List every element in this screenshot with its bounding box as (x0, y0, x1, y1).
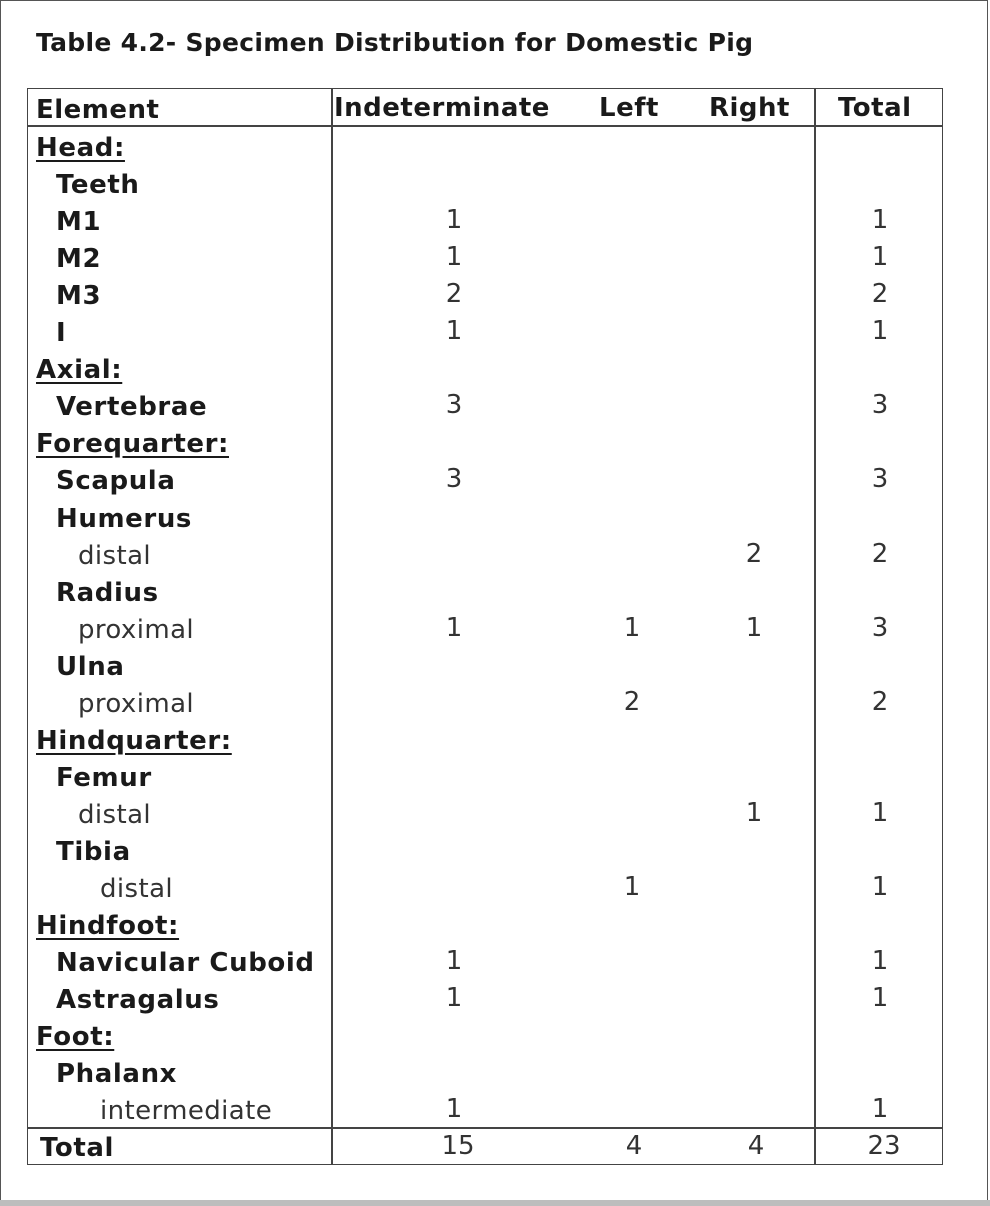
cell-indeterminate: 3 (445, 390, 463, 421)
cell-indeterminate: 1 (445, 316, 463, 347)
total-row-label: Total (40, 1133, 115, 1163)
header-divider (28, 125, 942, 127)
element-label: Astragalus (56, 985, 220, 1016)
element-label: distal (100, 874, 174, 904)
cell-total: 1 (871, 872, 889, 902)
total-right: 4 (747, 1131, 765, 1161)
cell-indeterminate: 1 (445, 612, 463, 643)
column-divider-total (814, 89, 816, 1164)
cell-indeterminate: 1 (445, 1094, 463, 1125)
header-right: Right (709, 93, 790, 123)
header-total: Total (838, 93, 912, 123)
element-label: Phalanx (56, 1059, 178, 1090)
element-label: M1 (56, 207, 102, 238)
category-label: Forequarter: (36, 429, 229, 460)
cell-indeterminate: 1 (445, 205, 463, 236)
element-label: Scapula (56, 466, 176, 497)
cell-total: 2 (871, 686, 889, 717)
cell-left: 2 (623, 686, 641, 717)
element-label: proximal (78, 688, 195, 719)
element-label: Tibia (56, 836, 131, 867)
category-label: Head: (36, 133, 125, 163)
cell-left: 1 (623, 612, 641, 643)
cell-right: 1 (745, 612, 763, 643)
header-left: Left (599, 93, 659, 123)
cell-total: 1 (871, 205, 889, 236)
cell-total: 1 (871, 946, 889, 977)
cell-total: 3 (871, 390, 889, 421)
cell-indeterminate: 3 (445, 464, 463, 495)
category-label: Axial: (36, 355, 123, 386)
cell-total: 1 (871, 1094, 889, 1125)
element-label: distal (78, 540, 152, 571)
cell-left: 1 (623, 872, 641, 902)
cell-indeterminate: 1 (445, 983, 463, 1014)
element-label: Humerus (56, 503, 193, 534)
cell-indeterminate: 1 (445, 242, 463, 273)
column-divider-element (331, 89, 333, 1164)
specimen-distribution-table (27, 88, 943, 1165)
total-indeterminate: 15 (441, 1131, 475, 1161)
element-label: Vertebrae (56, 392, 208, 423)
cell-total: 3 (871, 612, 889, 643)
cell-total: 1 (871, 242, 889, 273)
category-label: Hindquarter: (36, 725, 232, 756)
element-label: distal (78, 799, 152, 830)
element-label: proximal (78, 614, 195, 645)
cell-total: 1 (871, 797, 889, 828)
header-indeterminate: Indeterminate (334, 93, 550, 123)
total-divider (28, 1127, 942, 1129)
cell-indeterminate: 2 (445, 279, 463, 310)
cell-indeterminate: 1 (445, 946, 463, 977)
cell-total: 2 (871, 279, 889, 310)
category-label: Hindfoot: (36, 911, 180, 942)
header-element: Element (36, 95, 160, 125)
total-grand: 23 (867, 1131, 901, 1161)
element-label: Femur (56, 762, 152, 793)
table-title: Table 4.2- Specimen Distribution for Domestic Pig (36, 28, 754, 57)
element-label: Radius (56, 577, 159, 608)
cell-total: 1 (871, 316, 889, 347)
element-label: M3 (56, 281, 102, 312)
total-left: 4 (625, 1131, 643, 1161)
element-label: Navicular Cuboid (56, 948, 315, 979)
element-label: M2 (56, 244, 102, 275)
cell-total: 1 (871, 983, 889, 1014)
element-label: I (56, 318, 67, 349)
element-label: intermediate (100, 1096, 273, 1127)
cell-right: 1 (745, 797, 763, 828)
cell-right: 2 (745, 538, 763, 569)
element-label: Ulna (56, 651, 125, 682)
element-label: Teeth (56, 170, 140, 201)
category-label: Foot: (36, 1022, 115, 1053)
cell-total: 3 (871, 464, 889, 495)
scan-edge (0, 1200, 990, 1206)
cell-total: 2 (871, 538, 889, 569)
